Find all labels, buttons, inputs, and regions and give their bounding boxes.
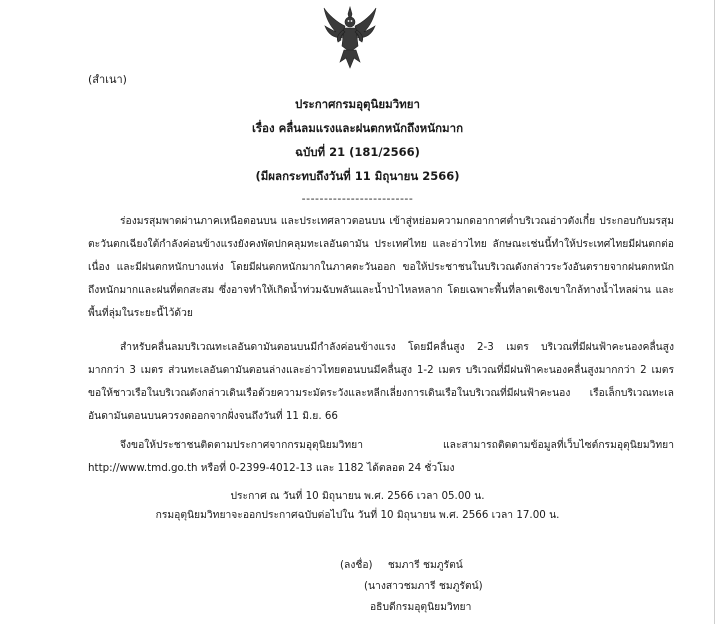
issued-datetime: ประกาศ ณ วันที่ 10 มิถุนายน พ.ศ. 2566 เวลา 05.00 น. bbox=[230, 490, 485, 502]
paragraph-wave-conditions: สำหรับคลื่นลมบริเวณทะเลอันดามันตอนบนมีกำลังค่อนข้างแรง โดยมีคลื่นสูง 2-3 เมตร บริเวณที่มีฝนฟ้าคะนองคลื่นสูงมากกว่า 3 เมตร ส่วนทะเลอันดามันตอนล่างและอ่าวไทยตอนบนมีคลื่นสูง 1-2 เมตร บริเวณที่มีฝนฟ้าคะนองคลื่นสูงมากกว่า 2 เมตร ขอให้ชาวเรือในบริเวณดังกล่าวเดินเรือด้วยความระมัดระวังและหลีกเลี่ยงการเดินเรือในบริเวณที่มีฝนฟ้าคะนอง เรือเล็กบริเวณทะเลอันดามันตอนบนควรงดออกจากฝั่งจนถึงวันที่ 11 มิ.ย. 66 bbox=[88, 341, 674, 422]
copy-label: (สำเนา) bbox=[88, 73, 127, 86]
announcement-effective-date: (มีผลกระทบถึงวันที่ 11 มิถุนายน 2566) bbox=[255, 169, 460, 183]
signatory-position: อธิบดีกรมอุตุนิยมวิทยา bbox=[370, 601, 472, 613]
garuda-emblem-icon bbox=[322, 6, 378, 70]
signed-label: (ลงชื่อ) bbox=[340, 559, 373, 571]
paragraph-contact-info: จึงขอให้ประชาชนติดตามประกาศจากกรมอุตุนิยมวิทยา และสามารถติดตามข้อมูลที่เว็บไซต์กรมอุตุนิยมวิทยา http://www.tmd.go.th หรือที่ 0-2399-4012-13 และ 1182 ได้ตลอด 24 ชั่วโมง bbox=[88, 439, 674, 474]
signatory-full-name: (นางสาวชมภารี ชมภูรัตน์) bbox=[364, 580, 483, 592]
header-separator: ------------------------- bbox=[301, 192, 414, 205]
announcement-number: ฉบับที่ 21 (181/2566) bbox=[295, 145, 420, 159]
signature-line bbox=[340, 556, 463, 573]
signed-name: ชมภารี ชมภูรัตน์ bbox=[387, 559, 463, 571]
next-issue-datetime: กรมอุตุนิยมวิทยาจะออกประกาศฉบับต่อไปใน วันที่ 10 มิถุนายน พ.ศ. 2566 เวลา 17.00 น. bbox=[155, 509, 560, 521]
announcement-title: ประกาศกรมอุตุนิยมวิทยา bbox=[295, 97, 420, 111]
paragraph-monsoon-rain: ร่องมรสุมพาดผ่านภาคเหนือตอนบน และประเทศลาวตอนบน เข้าสู่หย่อมความกดอากาศต่ำบริเวณอ่าวตังเกี๋ย ประกอบกับมรสุมตะวันตกเฉียงใต้กำลังค่อนข้างแรงยังคงพัดปกคลุมทะเลอันดามัน ประเทศไทย และอ่าวไทย ลักษณะเช่นนี้ทำให้ประเทศไทยมีฝนตกต่อเนื่อง และมีฝนตกหนักบางแห่ง โดยมีฝนตกหนักมากในภาคตะวันออก ขอให้ประชาชนในบริเวณดังกล่าวระวังอันตรายจากฝนตกหนักถึงหนักมากและฝนที่ตกสะสม ซึ่งอาจทำให้เกิดน้ำท่วมฉับพลันและน้ำป่าไหลหลาก โดยเฉพาะพื้นที่ลาดเชิงเขาใกล้ทางน้ำไหลผ่าน และพื้นที่ลุ่มในระยะนี้ไว้ด้วย bbox=[88, 215, 674, 319]
announcement-subject: เรื่อง คลื่นลมแรงและฝนตกหนักถึงหนักมาก bbox=[251, 121, 464, 135]
